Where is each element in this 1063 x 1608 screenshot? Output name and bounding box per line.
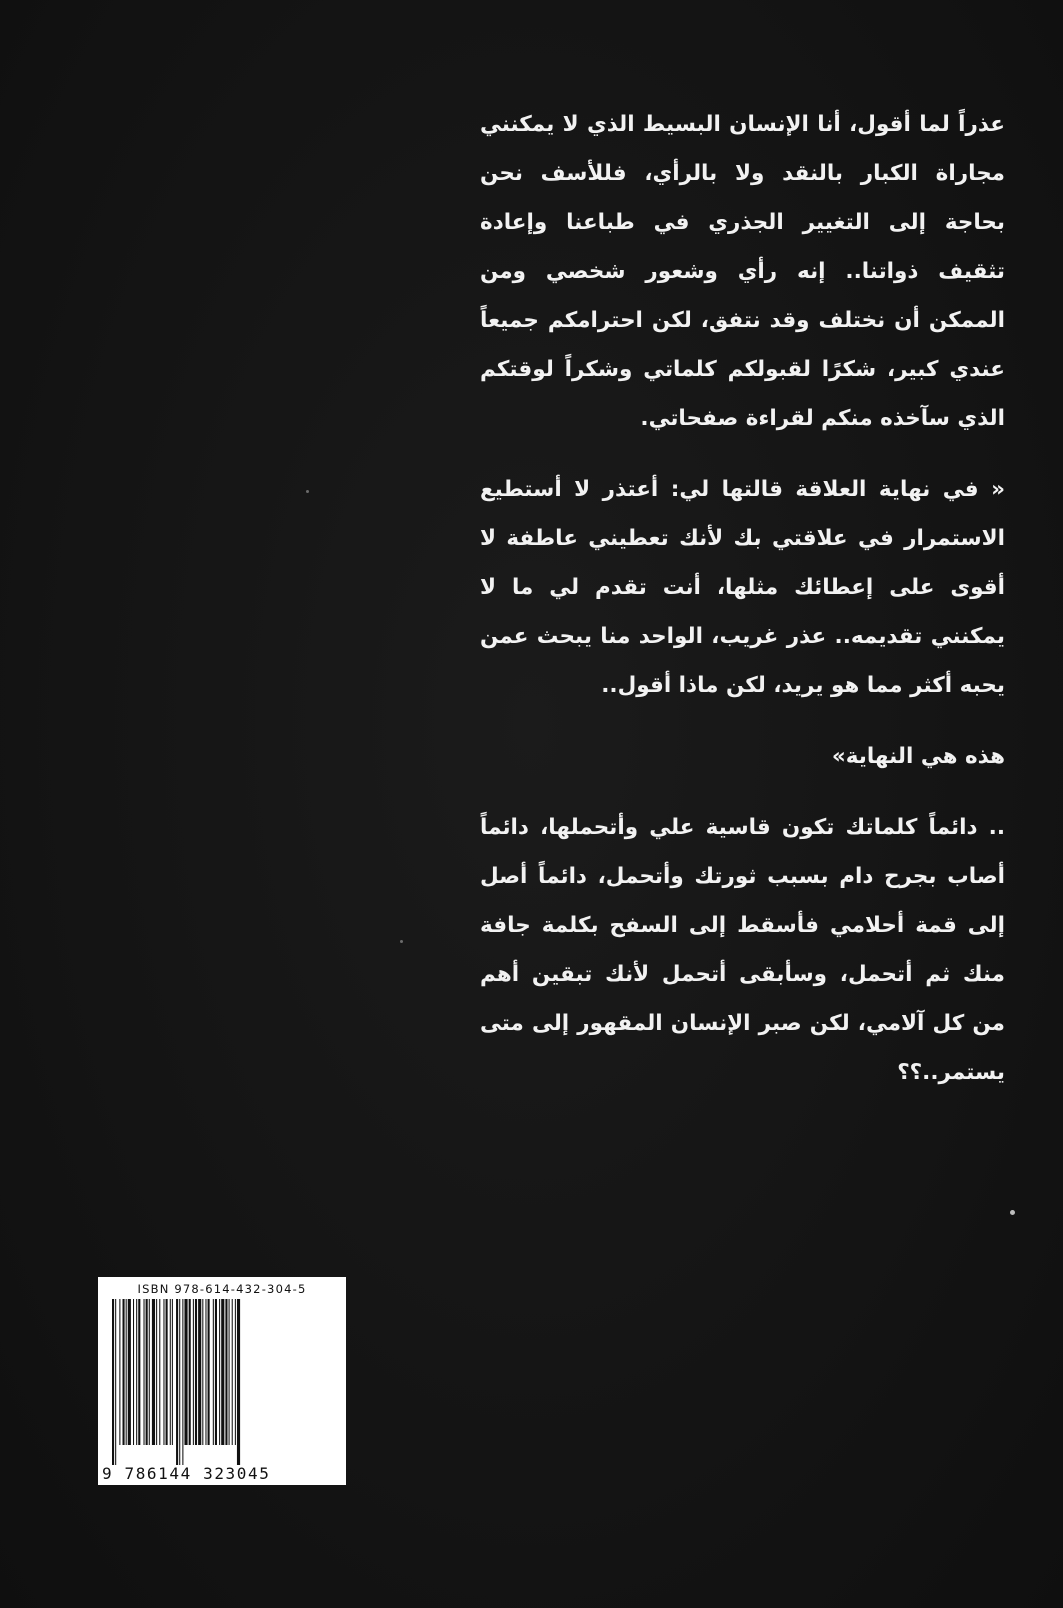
barcode-bar (156, 1299, 157, 1445)
barcode-bars (104, 1299, 340, 1465)
barcode-bar (189, 1299, 191, 1445)
barcode-bar (176, 1299, 178, 1465)
barcode-bar (202, 1299, 203, 1445)
barcode-bar (237, 1299, 240, 1465)
barcode-bar (229, 1299, 230, 1445)
barcode-bar (123, 1299, 125, 1445)
barcode-bar (179, 1299, 180, 1465)
barcode-bar (136, 1299, 137, 1445)
barcode-bar (225, 1299, 227, 1445)
isbn-barcode (98, 1277, 346, 1485)
barcode-bar (198, 1299, 201, 1445)
barcode-bar (182, 1299, 183, 1465)
barcode-bar (205, 1299, 206, 1445)
barcode-bar (144, 1299, 145, 1445)
bullet-dot (1010, 1210, 1015, 1215)
barcode-bar (184, 1299, 187, 1445)
barcode-bar (172, 1299, 173, 1445)
isbn-label: ISBN 978-614-432-304-5 (137, 1282, 307, 1296)
dust-speck (306, 490, 309, 493)
barcode-bar (128, 1299, 131, 1445)
barcode-bar (126, 1299, 127, 1445)
back-cover-text (480, 100, 1005, 1119)
paragraph-quote-end: هذه هي النهاية» (831, 744, 1005, 769)
barcode-bar (138, 1299, 140, 1445)
barcode-bar (146, 1299, 148, 1445)
barcode-bar (159, 1299, 160, 1445)
barcode-bar (193, 1299, 194, 1445)
barcode-bar (195, 1299, 197, 1445)
barcode-bar (152, 1299, 155, 1445)
paragraph-intro: عذراً لما أقول، أنا الإنسان البسيط الذي لا يمكنني مجاراة الكبار بالنقد ولا بالرأي، فللأسف نحن بحاجة إلى التغيير الجذري في طباعنا وإعادة تثقيف ذواتنا.. إنه رأي وشعور شخصي ومن الممكن أن نختلف وقد نتفق، لكن احترامكم جميعاً عندي كبير، شكرًا لقبولكم كلماتي وشكراً لوقتكم الذي سآخذه منكم لقراءة صفحاتي. (480, 112, 1005, 431)
barcode-bar (232, 1299, 233, 1445)
barcode-bar (133, 1299, 134, 1445)
barcode-bar (119, 1299, 120, 1445)
barcode-graphic (104, 1299, 340, 1465)
barcode-bar (170, 1299, 171, 1445)
barcode-bar (149, 1299, 150, 1445)
barcode-bar (166, 1299, 168, 1445)
barcode-bar (219, 1299, 220, 1445)
barcode-bar (213, 1299, 214, 1445)
barcode-bar (163, 1299, 164, 1445)
barcode-bar (221, 1299, 224, 1445)
barcode-bar (235, 1299, 236, 1445)
paragraph-quote: « في نهاية العلاقة قالتها لي: أعتذر لا أستطيع الاستمرار في علاقتي بك لأنك تعطيني عاطفة لا أقوى على إعطائك مثلها، أنت تقدم لي ما لا يمكنني تقديمه.. عذر غريب، الواحد منا يبحث عمن يحبه أكثر مما هو يريد، لكن ماذا أقول.. (480, 477, 1005, 698)
barcode-bar (115, 1299, 116, 1465)
barcode-bar (208, 1299, 210, 1445)
barcode-bar (112, 1299, 114, 1465)
barcode-bar (215, 1299, 217, 1445)
dust-speck (400, 940, 403, 943)
barcode-digits: 9 786144 323045 (102, 1464, 271, 1483)
paragraph-closing: .. دائماً كلماتك تكون قاسية علي وأتحملها، دائماً أصاب بجرح دام بسبب ثورتك وأتحمل، دائماً أصل إلى قمة أحلامي فأسقط إلى السفح بكلمة جافة منك ثم أتحمل، وسأبقى أتحمل لأنك تبقين أهم من كل آلامي، لكن صبر الإنسان المقهور إلى متى يستمر..؟؟ (480, 815, 1005, 1085)
